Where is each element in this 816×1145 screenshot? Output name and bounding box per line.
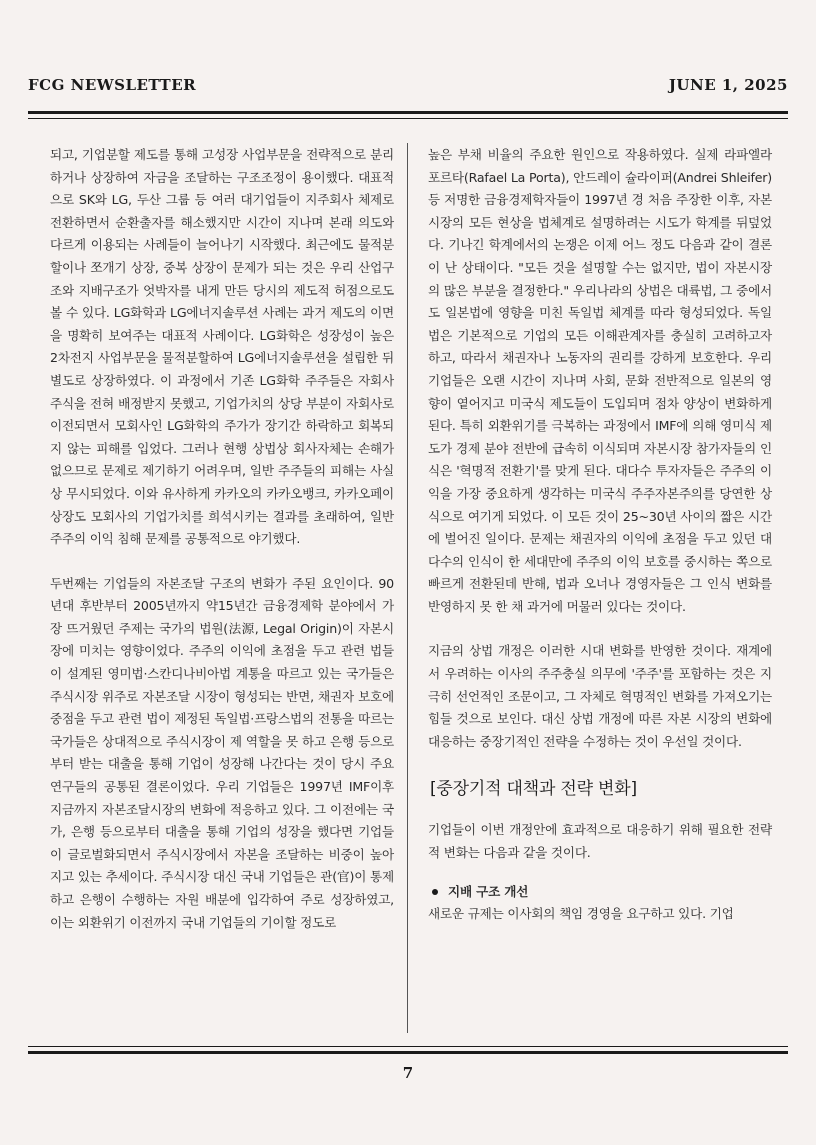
page-number: 7 bbox=[402, 1064, 414, 1082]
left-column bbox=[50, 144, 394, 934]
right-paragraph-1: 높은 부채 비율의 주요한 원인으로 작용하였다. 실제 라파엘라 포르타(Rafael La Porta), 안드레이 슐라이퍼(Andrei Shleifer) 등 저명한 금융경제학자들이 1997년 경 처음 주장한 이후, 자본시장의 모든 현상을 법체계로 설명하려는 시도가 학계를 뒤덮었다. 기나긴 학계에서의 논쟁은 이제 어느 정도 다음과 같이 결론이 난 상태이다. "모든 것을 설명할 수는 없지만, 법이 자본시장의 많은 부분을 결정한다." 우리나라의 상법은 대륙법, 그 중에서도 일본법에 영향을 미친 독일법 체계를 따라 형성되었다. 독일법은 기본적으로 기업의 모든 이해관계자를 충실히 고려하고자 하고, 따라서 채권자나 노동자의 권리를 강하게 보호한다. 우리 기업들은 오랜 시간이 지나며 사회, 문화 전반적으로 일본의 영향이 옅어지고 미국식 제도들이 도입되며 점차 양상이 변화하게 된다. 특히 외환위기를 극복하는 과정에서 IMF에 의해 영미식 제도가 경제 분야 전반에 급속히 이식되며 자본시장 참가자들의 인식은 '혁명적 전환기'를 맞게 된다. 대다수 투자자들은 주주의 이익을 가장 중요하게 생각하는 미국식 주주자본주의를 당연한 상식으로 여기게 되었다. 이 모든 것이 25~30년 사이의 짧은 시간에 벌어진 일이다. 문제는 채권자의 이익에 초점을 두고 있던 대 다수의 인식이 한 세대만에 주주의 이익 보호를 중시하는 쪽으로 빠르게 전환된데 반해, 법과 오너나 경영자들은 그 인식 변화를 반영하지 못 한 채 과거에 머물러 있다는 것이다. bbox=[428, 147, 772, 614]
bullet-text: 새로운 규제는 이사회의 책임 경영을 요구하고 있다. 기업 bbox=[428, 906, 734, 922]
header-rule-thick bbox=[28, 111, 788, 114]
right-column bbox=[428, 144, 772, 926]
footer-rule-thin bbox=[28, 1046, 788, 1047]
issue-date: JUNE 1, 2025 bbox=[668, 76, 788, 94]
newsletter-title: FCG NEWSLETTER bbox=[28, 76, 197, 94]
right-paragraph-2: 지금의 상법 개정은 이러한 시대 변화를 반영한 것이다. 재계에서 우려하는 이사의 주주충실 의무에 '주주'를 포함하는 것은 지극히 선언적인 조문이고, 그 자체로 혁명적인 변화를 가져오기는 힘들 것으로 보인다. 대신 상법 개정에 따른 자본 시장의 변화에 대응하는 중장기적인 전략을 수정하는 것이 우선일 것이다. bbox=[428, 643, 772, 749]
section-heading: [중장기적 대책과 전략 변화] bbox=[430, 779, 637, 800]
bullet-title: 지배 구조 개선 bbox=[448, 883, 529, 899]
right-paragraph-3: 기업들이 이번 개정안에 효과적으로 대응하기 위해 필요한 전략적 변화는 다음과 같을 것이다. bbox=[428, 822, 772, 861]
bullet-item bbox=[432, 881, 772, 904]
header-rule-thin bbox=[28, 118, 788, 119]
footer-rule-thick bbox=[28, 1051, 788, 1054]
bullet-dot-icon bbox=[432, 889, 438, 895]
left-paragraph-1: 되고, 기업분할 제도를 통해 고성장 사업부문을 전략적으로 분리하거나 상장하여 자금을 조달하는 구조조정이 용이했다. 대표적으로 SK와 LG, 두산 그룹 등 여러 대기업들이 지주회사 체제로 전환하면서 순환출자를 해소했지만 시간이 지나며 본래 의도와 다르게 이용되는 사례들이 늘어나기 시작했다. 최근에도 물적분할이나 쪼개기 상장, 중복 상장이 문제가 되는 것은 우리 산업구조와 지배구조가 엇박자를 내게 만든 당시의 제도적 허점으로도 볼 수 있다. LG화학과 LG에너지솔루션 사례는 과거 제도의 이면을 명확히 보여주는 대표적 사례이다. LG화학은 성장성이 높은 2차전지 사업부문을 물적분할하여 LG에너지솔루션을 설립한 뒤 별도로 상장하였다. 이 과정에서 기존 LG화학 주주들은 자회사 주식을 전혀 배정받지 못했고, 기업가치의 상당 부분이 자회사로 이전되면서 모회사인 LG화학의 주가가 장기간 하락하고 회복되지 않는 피해를 입었다. 그러나 현행 상법상 회사자체는 손해가 없으므로 문제로 제기하기 어려우며, 일반 주주들의 피해는 사실상 무시되었다. 이와 유사하게 카카오의 카카오뱅크, 카카오페이 상장도 모회사의 기업가치를 희석시키는 결과를 초래하여, 일반 주주의 이익 침해 문제를 공통적으로 야기했다. bbox=[50, 147, 394, 547]
newsletter-header bbox=[28, 76, 788, 94]
column-divider bbox=[407, 143, 408, 1033]
left-paragraph-2: 두번째는 기업들의 자본조달 구조의 변화가 주된 요인이다. 90년대 후반부터 2005년까지 약15년간 금융경제학 분야에서 가장 뜨거웠던 주제는 국가의 법원(法源, Legal Origin)이 자본시장에 미치는 영향이었다. 주주의 이익에 초점을 두고 관련 법들이 설계된 영미법·스칸디나비아법 계통을 따르고 있는 국가들은 주식시장 위주로 자본조달 시장이 형성되는 반면, 채권자 보호에 중점을 두고 관련 법이 제정된 독일법·프랑스법의 전통을 따르는 국가들은 상대적으로 주식시장이 제 역할을 못 하고 은행 등으로부터 받는 대출을 통해 기업이 성장해 나간다는 것이 당시 주요 연구들의 공통된 결론이었다. 우리 기업들은 1997년 IMF이후 지금까지 자본조달시장의 변화에 적응하고 있다. 그 이전에는 국가, 은행 등으로부터 대출을 통해 기업의 성장을 했다면 기업들이 글로벌화되면서 주식시장에서 자본을 조달하는 비중이 높아지고 있는 추세이다. 주식시장 대신 국내 기업들은 관(官)이 통제하고 은행이 수행하는 자원 배분에 입각하여 주로 성장하였고, 이는 외환위기 이전까지 국내 기업들의 기이할 정도로 bbox=[50, 575, 394, 930]
